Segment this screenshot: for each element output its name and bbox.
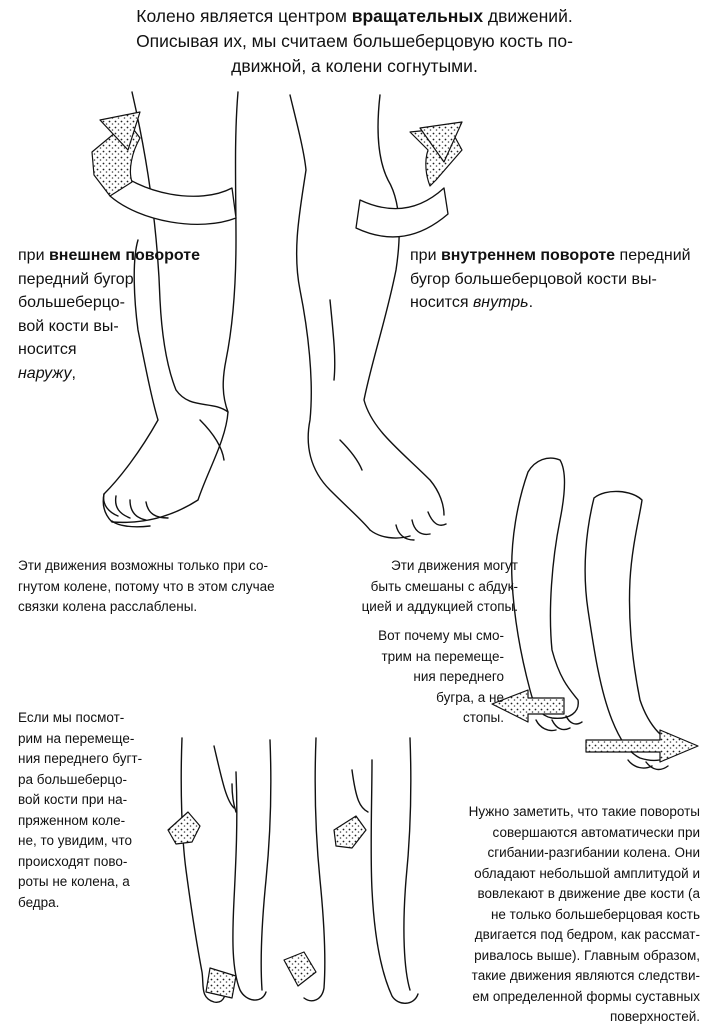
note-flexed-line2: гнутом колене, потому что в этом случае bbox=[18, 578, 275, 594]
title-line1-start: Колено является центром bbox=[136, 6, 352, 26]
ext-line4: вой кости вы- bbox=[18, 317, 119, 335]
ext-line5: носится bbox=[18, 341, 77, 358]
note-straight-line2: рим на перемеще- bbox=[18, 730, 135, 746]
int-post: передний bbox=[615, 247, 691, 264]
note-auto-line2: совершаются автоматически при bbox=[492, 824, 700, 840]
note-why-line4: бугра, а не bbox=[436, 689, 504, 705]
ext-line2: передний бугор bbox=[18, 270, 134, 288]
int-pre: при bbox=[410, 247, 441, 264]
note-straight-knee bbox=[18, 708, 178, 913]
note-automatic-rotations bbox=[430, 802, 700, 1028]
note-mixed-line2: быть смешаны с абдук- bbox=[370, 578, 518, 594]
title-line3: движной, а колени согнутыми. bbox=[231, 56, 478, 76]
internal-rotation-caption bbox=[410, 244, 700, 315]
note-auto-line11: поверхностей. bbox=[610, 1009, 700, 1024]
note-mixed-line1: Эти движения могут bbox=[390, 558, 518, 573]
int-italic: внутрь bbox=[472, 294, 529, 311]
ext-bold: внешнем повороте bbox=[48, 247, 201, 264]
note-why-line3: ния переднего bbox=[413, 669, 504, 684]
int-line2: бугор большеберцовой кости вы- bbox=[410, 270, 657, 288]
note-auto-line7: двигается под бедром, как рассмат- bbox=[474, 927, 700, 942]
page-title bbox=[0, 4, 709, 79]
standing-legs-figure bbox=[168, 738, 418, 1003]
note-auto-line8: ривалось выше). Главным образом, bbox=[474, 947, 700, 963]
note-flexed-line3: связки колена расслаблены. bbox=[18, 599, 198, 614]
ext-italic: наружу bbox=[18, 364, 72, 382]
note-auto-line4: обладают небольшой амплитудой и bbox=[474, 865, 700, 881]
note-straight-line9: роты не колена, а bbox=[18, 874, 130, 889]
note-flexed-line1: Эти движения возможны только при со- bbox=[18, 558, 268, 573]
ext-comma: , bbox=[71, 364, 76, 382]
note-straight-line3: ния переднего бугт- bbox=[18, 751, 143, 766]
note-flexed-knee bbox=[18, 556, 318, 618]
int-line3-start: носится bbox=[410, 294, 473, 311]
note-straight-line10: бедра. bbox=[18, 894, 60, 910]
note-straight-line4: ра большеберцо- bbox=[18, 771, 127, 787]
note-straight-line6: пряженном коле- bbox=[18, 812, 126, 828]
note-why-line1: Вот почему мы смо- bbox=[378, 628, 504, 643]
internal-rotation-arrow bbox=[356, 122, 462, 237]
ext-pre: при bbox=[18, 247, 49, 264]
title-line1-end: движений. bbox=[483, 6, 573, 26]
note-mixed-movements bbox=[348, 556, 518, 618]
note-auto-line3: сгибании-разгибании колена. Они bbox=[487, 845, 700, 860]
note-mixed-line3: цией и аддукцией стопы. bbox=[361, 599, 518, 614]
note-straight-line5: вой кости при на- bbox=[18, 792, 128, 807]
title-line1-bold: вращательных bbox=[351, 6, 484, 26]
int-line3-end: . bbox=[528, 294, 534, 311]
note-straight-line8: происходят пово- bbox=[18, 853, 128, 869]
note-auto-line10: ем определенной формы суставных bbox=[472, 988, 700, 1004]
note-auto-line6: не только большеберцовая кость bbox=[490, 906, 700, 922]
note-auto-line9: такие движения являются следстви- bbox=[471, 968, 700, 983]
note-straight-line1: Если мы посмот- bbox=[18, 710, 125, 725]
bent-legs-figure bbox=[492, 458, 698, 769]
external-rotation-arrow bbox=[92, 112, 236, 224]
note-auto-line5: вовлекают в движение две кости (а bbox=[477, 886, 700, 901]
external-rotation-caption bbox=[18, 244, 218, 385]
note-why-tubercle bbox=[358, 626, 504, 729]
ext-line3: большеберцо- bbox=[18, 294, 125, 311]
int-bold: внутреннем повороте bbox=[440, 247, 616, 264]
note-auto-line1: Нужно заметить, что такие повороты bbox=[468, 804, 700, 819]
note-straight-line7: не, то увидим, что bbox=[18, 833, 132, 848]
note-why-line5: стопы. bbox=[462, 710, 504, 725]
title-line2: Описывая их, мы считаем большеберцовую кость по- bbox=[136, 31, 573, 51]
note-why-line2: трим на перемеще- bbox=[381, 648, 504, 664]
right-leg-internal-rotation-figure bbox=[290, 95, 446, 540]
